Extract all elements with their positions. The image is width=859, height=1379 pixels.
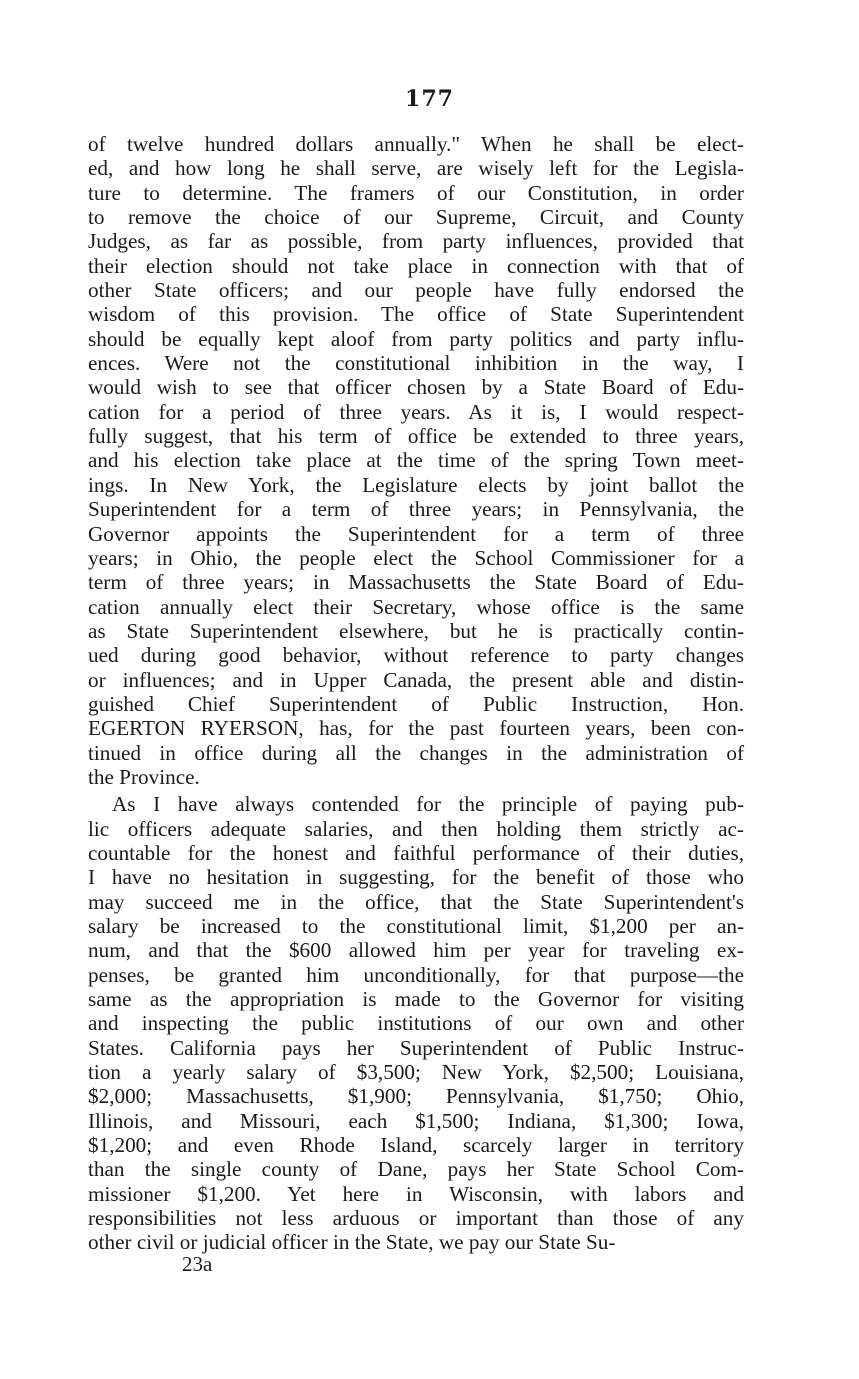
text-line: cation annually elect their Secretary, whose office is the same <box>88 594 744 619</box>
text-line: fully suggest, that his term of office be extended to three years, <box>88 424 744 449</box>
text-line: cation for a period of three years. As it is, I would respect- <box>88 399 744 424</box>
text-line: As I have always contended for the principle of paying pub- <box>112 792 744 817</box>
text-line: than the single county of Dane, pays her State School Com- <box>88 1157 744 1182</box>
text-line: guished Chief Superintendent of Public Instruction, Hon. <box>88 691 744 716</box>
text-line: I have no hesitation in suggesting, for the benefit of those who <box>88 865 744 890</box>
paragraph-1 <box>88 132 744 789</box>
paragraph-2 <box>88 792 744 1255</box>
text-line: Superintendent for a term of three years; in Pennsylvania, the <box>88 497 744 522</box>
text-line: ed, and how long he shall serve, are wisely left for the Legisla- <box>88 156 744 181</box>
text-line: EGERTON RYERSON, has, for the past fourteen years, been con- <box>88 716 744 741</box>
text-line: salary be increased to the constitutional limit, $1,200 per an- <box>88 914 744 938</box>
text-line: num, and that the $600 allowed him per year for traveling ex- <box>88 938 744 963</box>
text-line: or influences; and in Upper Canada, the present able and distin- <box>88 667 744 692</box>
text-line: Illinois, and Missouri, each $1,500; Indiana, $1,300; Iowa, <box>88 1108 744 1133</box>
text-line: other State officers; and our people have fully endorsed the <box>88 278 744 303</box>
text-line: missioner $1,200. Yet here in Wisconsin, with labors and <box>88 1181 744 1206</box>
text-line: ture to determine. The framers of our Constitution, in order <box>88 180 744 205</box>
text-line: would wish to see that officer chosen by a State Board of Edu- <box>88 375 744 400</box>
text-line: countable for the honest and faithful performance of their duties, <box>88 840 744 865</box>
text-line: penses, be granted him unconditionally, for that purpose—the <box>88 962 744 987</box>
text-line: ings. In New York, the Legislature elects by joint ballot the <box>88 472 744 497</box>
text-line: lic officers adequate salaries, and then holding them strictly ac- <box>88 816 744 841</box>
body-text <box>88 132 744 1255</box>
text-line: and his election take place at the time of the spring Town meet- <box>88 448 744 473</box>
text-line: other civil or judicial officer in the State, we pay our State Su- <box>88 1230 616 1255</box>
text-line: and inspecting the public institutions of our own and other <box>88 1011 744 1036</box>
text-line: term of three years; in Massachusetts the State Board of Edu- <box>88 570 744 595</box>
text-line: ences. Were not the constitutional inhibition in the way, I <box>88 351 744 376</box>
text-line: their election should not take place in connection with that of <box>88 253 744 278</box>
text-line: the Province. <box>88 764 200 789</box>
text-line: ued during good behavior, without reference to party changes <box>88 643 744 668</box>
text-line: Governor appoints the Superintendent for a term of three <box>88 521 744 546</box>
text-line: as State Superintendent elsewhere, but he is practically contin- <box>88 618 744 643</box>
text-line: $1,200; and even Rhode Island, scarcely larger in territory <box>88 1133 744 1158</box>
text-line: wisdom of this provision. The office of State Superintendent <box>88 302 744 327</box>
text-line: years; in Ohio, the people elect the School Commissioner for a <box>88 545 744 570</box>
text-line: responsibilities not less arduous or important than those of any <box>88 1206 744 1231</box>
text-line: Judges, as far as possible, from party influences, provided that <box>88 229 744 254</box>
text-line: $2,000; Massachusetts, $1,900; Pennsylvania, $1,750; Ohio, <box>88 1084 744 1109</box>
signature-mark: 23a <box>182 1252 213 1276</box>
text-line: should be equally kept aloof from party politics and party influ- <box>88 326 744 351</box>
text-line: may succeed me in the office, that the State Superintendent's <box>88 889 744 914</box>
text-line: tion a yearly salary of $3,500; New York, $2,500; Louisiana, <box>88 1060 744 1085</box>
text-line: of twelve hundred dollars annually." When he shall be elect- <box>88 132 744 156</box>
text-line: tinued in office during all the changes in the administration of <box>88 740 744 765</box>
text-line: same as the appropriation is made to the Governor for visiting <box>88 987 744 1012</box>
page-number: 177 <box>405 86 454 112</box>
text-line: States. California pays her Superintendent of Public Instruc- <box>88 1035 744 1060</box>
text-line: to remove the choice of our Supreme, Circuit, and County <box>88 205 744 230</box>
